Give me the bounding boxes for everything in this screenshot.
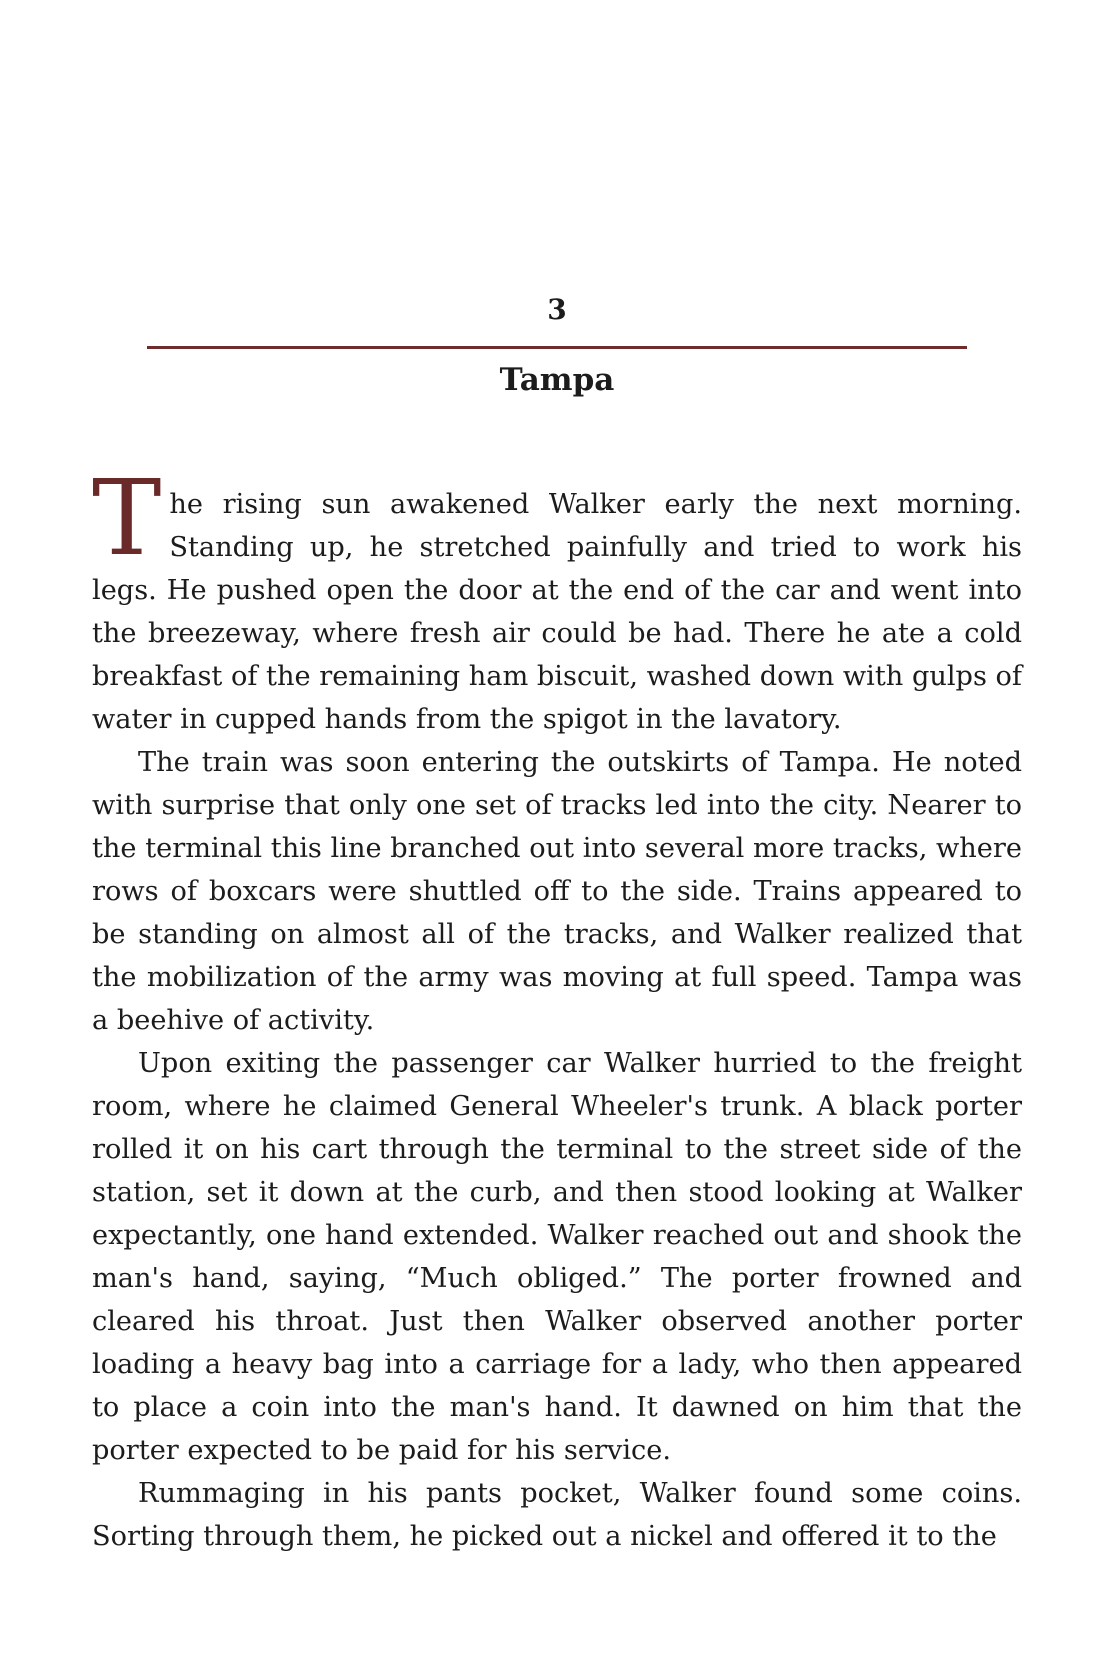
chapter-title: Tampa: [499, 362, 615, 398]
paragraph-3: Upon exiting the passenger car Walker hurried to the freight room, where he claimed General Wheeler's trunk. A black porter rolled it on his cart through the terminal to the street side of the station, set it down at the curb, and then stood looking at Walker expectantly, one hand extended. Walker reached out and shook the man's hand, saying, “Much obliged.” The porter frowned and cleared his throat. Just then Walker observed another porter loading a heavy bag into a carriage for a lady, who then appeared to place a coin into the man's hand. It dawned on him that the porter expected to be paid for his service.: [92, 1048, 1022, 1466]
chapter-number: 3: [547, 293, 567, 326]
chapter-body: [92, 457, 1022, 1558]
drop-cap: T: [92, 457, 162, 579]
paragraph-1: [92, 457, 1022, 741]
paragraph-1-text: he rising sun awakened Walker early the next morning. Standing up, he stretched painfully and tried to work his legs. He pushed open the door at the end of the car and went into the breezeway, where fresh air could be had. There he ate a cold breakfast of the remaining ham biscuit, washed down with gulps of water in cupped hands from the spigot in the lavatory.: [92, 489, 1022, 735]
chapter-divider: [147, 346, 967, 349]
paragraph-2: The train was soon entering the outskirts of Tampa. He noted with surprise that only one set of tracks led into the city. Nearer to the terminal this line branched out into several more tracks, where rows of boxcars were shuttled off to the side. Trains appeared to be standing on almost all of the tracks, and Walker realized that the mobilization of the army was moving at full speed. Tampa was a beehive of activity.: [92, 747, 1022, 1036]
paragraph-4: Rummaging in his pants pocket, Walker found some coins. Sorting through them, he picked out a nickel and offered it to the: [92, 1478, 1022, 1552]
book-page: [92, 0, 1022, 1667]
